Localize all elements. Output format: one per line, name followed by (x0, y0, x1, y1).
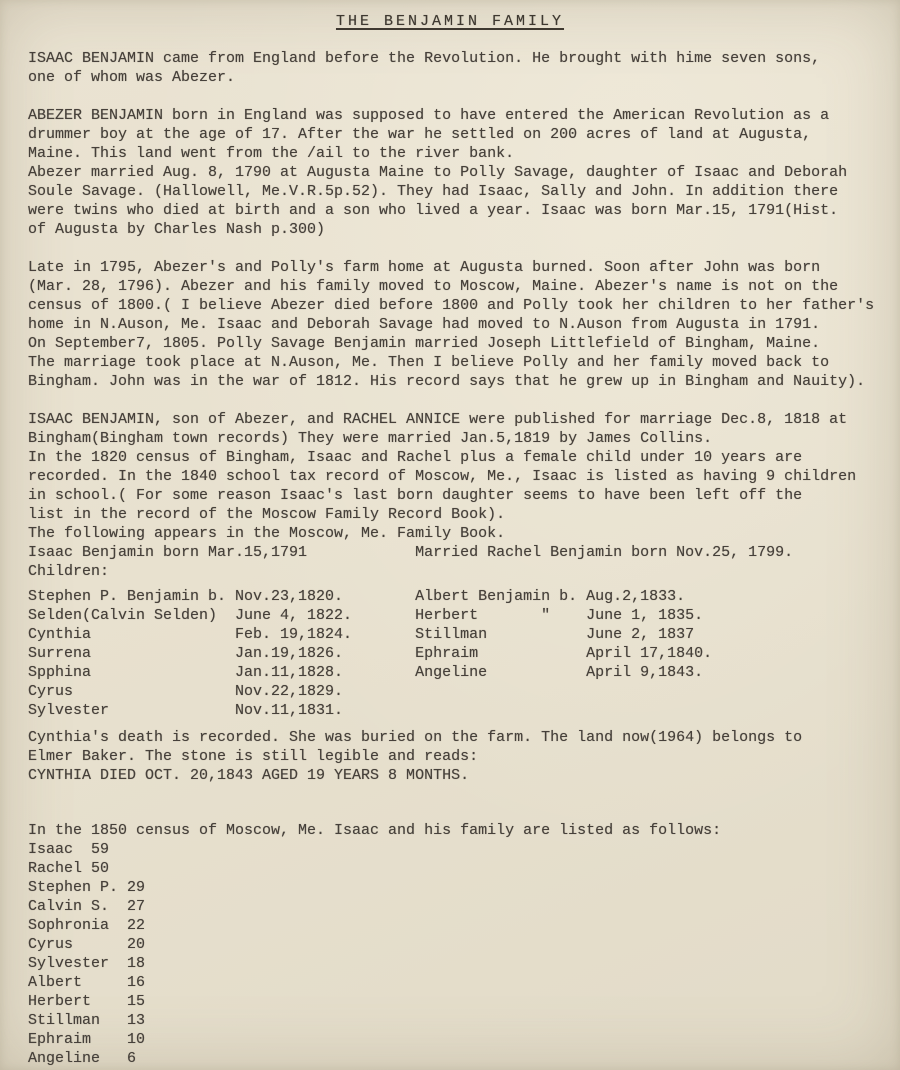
census-age: 22 (127, 917, 146, 934)
census-age: 59 (91, 841, 110, 858)
census-name: Angeline (28, 1050, 101, 1067)
census-age: 29 (127, 879, 146, 896)
text-line: drummer boy at the age of 17. After the war he settled on 200 acres of land at Augusta, (28, 126, 812, 143)
birth-date: Nov.22,1829. (235, 683, 344, 700)
birth-date: Jan.11,1828. (235, 664, 344, 681)
census-name: Sylvester (28, 955, 110, 972)
census-name: Stephen P. (28, 879, 119, 896)
text-line: ISAAC BENJAMIN, son of Abezer, and RACHEL ANNICE were published for marriage Dec.8, 1818 at (28, 411, 848, 428)
family-record (28, 543, 900, 720)
census-row (28, 954, 900, 973)
census-row (28, 840, 900, 859)
family-record-row (28, 663, 900, 682)
children-label: Children: (28, 563, 110, 580)
census-row (28, 916, 900, 935)
census-intro: In the 1850 census of Moscow, Me. Isaac and his family are listed as follows: (28, 822, 722, 839)
census-row (28, 897, 900, 916)
family-record-row (28, 606, 900, 625)
ditto-mark: " (541, 607, 551, 624)
census-age: 10 (127, 1031, 146, 1048)
paragraph-intro-isaac (28, 49, 900, 87)
birth-date: June 2, 1837 (586, 626, 695, 643)
census-row (28, 878, 900, 897)
census-name: Albert (28, 974, 83, 991)
text-line: The following appears in the Moscow, Me. Family Book. (28, 525, 506, 542)
text-line: (Mar. 28, 1796). Abezer and his family moved to Moscow, Maine. Abezer's name is not on the (28, 278, 839, 295)
paragraph-abezer (28, 106, 900, 239)
paragraph-cynthia-death (28, 728, 900, 785)
text-line: The marriage took place at N.Auson, Me. Then I believe Polly and her family moved back to (28, 354, 830, 371)
census-row (28, 1011, 900, 1030)
birth-date: June 4, 1822. (235, 607, 353, 624)
text-line: Abezer married Aug. 8, 1790 at Augusta Maine to Polly Savage, daughter of Isaac and Deborah (28, 164, 848, 181)
birth-date: April 17,1840. (586, 645, 713, 662)
text-line: Maine. This land went from the /ail to the river bank. (28, 145, 515, 162)
child-name: Ephraim (415, 645, 479, 662)
birth-date: Jan.19,1826. (235, 645, 344, 662)
census-row (28, 973, 900, 992)
paragraph-isaac-rachel (28, 410, 900, 543)
text-line: Elmer Baker. The stone is still legible and reads: (28, 748, 479, 765)
census-age: 27 (127, 898, 146, 915)
child-name: Stephen P. Benjamin b. (28, 588, 227, 605)
child-name: Albert Benjamin b. (415, 588, 578, 605)
census-age: 6 (127, 1050, 137, 1067)
child-name: Angeline (415, 664, 488, 681)
child-name: Sylvester (28, 702, 110, 719)
text-line: CYNTHIA DIED OCT. 20,1843 AGED 19 YEARS 8 MONTHS. (28, 767, 470, 784)
census-name: Herbert (28, 993, 92, 1010)
text-line: Late in 1795, Abezer's and Polly's farm home at Augusta burned. Soon after John was born (28, 259, 821, 276)
text-line: home in N.Auson, Me. Isaac and Deborah Savage had moved to N.Auson from Augusta in 1791. (28, 316, 821, 333)
document-title: THE BENJAMIN FAMILY (335, 13, 565, 30)
birth-date: Nov.23,1820. (235, 588, 344, 605)
census-row (28, 1049, 900, 1068)
text-line: list in the record of the Moscow Family Record Book). (28, 506, 506, 523)
text-line: On September7, 1805. Polly Savage Benjamin married Joseph Littlefield of Bingham, Maine. (28, 335, 821, 352)
birth-date: Nov.11,1831. (235, 702, 344, 719)
census-name: Rachel (28, 860, 83, 877)
child-name: Selden(Calvin Selden) (28, 607, 218, 624)
census-row (28, 1030, 900, 1049)
text-line: were twins who died at birth and a son who lived a year. Isaac was born Mar.15, 1791(Hist. (28, 202, 839, 219)
census-name: Calvin S. (28, 898, 110, 915)
census-row (28, 992, 900, 1011)
text-line: ABEZER BENJAMIN born in England was supposed to have entered the American Revolution as a (28, 107, 830, 124)
census-age: 50 (91, 860, 110, 877)
census-age: 20 (127, 936, 146, 953)
text-line: Soule Savage. (Hallowell, Me.V.R.5p.52). They had Isaac, Sally and John. In addition there (28, 183, 839, 200)
family-record-row (28, 701, 900, 720)
text-line: Cynthia's death is recorded. She was buried on the farm. The land now(1964) belongs to (28, 729, 803, 746)
text-line: one of whom was Abezer. (28, 69, 236, 86)
census-name: Isaac (28, 841, 74, 858)
text-line: in school.( For some reason Isaac's last born daughter seems to have been left off the (28, 487, 803, 504)
father-record: Isaac Benjamin born Mar.15,1791 (28, 544, 308, 561)
children-rows (28, 587, 900, 720)
text-line: Bingham. John was in the war of 1812. His record says that he grew up in Bingham and Nauity). (28, 373, 866, 390)
family-record-row (28, 644, 900, 663)
child-name: Herbert (415, 607, 479, 624)
census-1850 (28, 821, 900, 1068)
census-row (28, 935, 900, 954)
census-name: Cyrus (28, 936, 74, 953)
child-name: Spphina (28, 664, 92, 681)
child-name: Surrena (28, 645, 92, 662)
mother-record: Married Rachel Benjamin born Nov.25, 1799. (415, 544, 794, 561)
census-name: Stillman (28, 1012, 101, 1029)
census-age: 15 (127, 993, 146, 1010)
paragraph-1795-farm (28, 258, 900, 391)
family-record-parents (28, 543, 900, 562)
census-age: 16 (127, 974, 146, 991)
text-line: of Augusta by Charles Nash p.300) (28, 221, 326, 238)
text-line: Bingham(Bingham town records) They were married Jan.5,1819 by James Collins. (28, 430, 713, 447)
child-name: Cyrus (28, 683, 74, 700)
birth-date: Feb. 19,1824. (235, 626, 353, 643)
family-record-row (28, 625, 900, 644)
birth-date: June 1, 1835. (586, 607, 704, 624)
census-age: 18 (127, 955, 146, 972)
birth-date: Aug.2,1833. (586, 588, 686, 605)
census-name: Ephraim (28, 1031, 92, 1048)
census-age: 13 (127, 1012, 146, 1029)
text-line: In the 1820 census of Bingham, Isaac and Rachel plus a female child under 10 years are (28, 449, 803, 466)
census-name: Sophronia (28, 917, 110, 934)
family-record-row (28, 587, 900, 606)
birth-date: April 9,1843. (586, 664, 704, 681)
child-name: Stillman (415, 626, 488, 643)
child-name: Cynthia (28, 626, 92, 643)
text-line: ISAAC BENJAMIN came from England before the Revolution. He brought with hime seven sons, (28, 50, 821, 67)
family-record-row (28, 682, 900, 701)
census-row (28, 859, 900, 878)
text-line: census of 1800.( I believe Abezer died before 1800 and Polly took her children to her father's (28, 297, 875, 314)
text-line: recorded. In the 1840 school tax record of Moscow, Me., Isaac is listed as having 9 children (28, 468, 857, 485)
